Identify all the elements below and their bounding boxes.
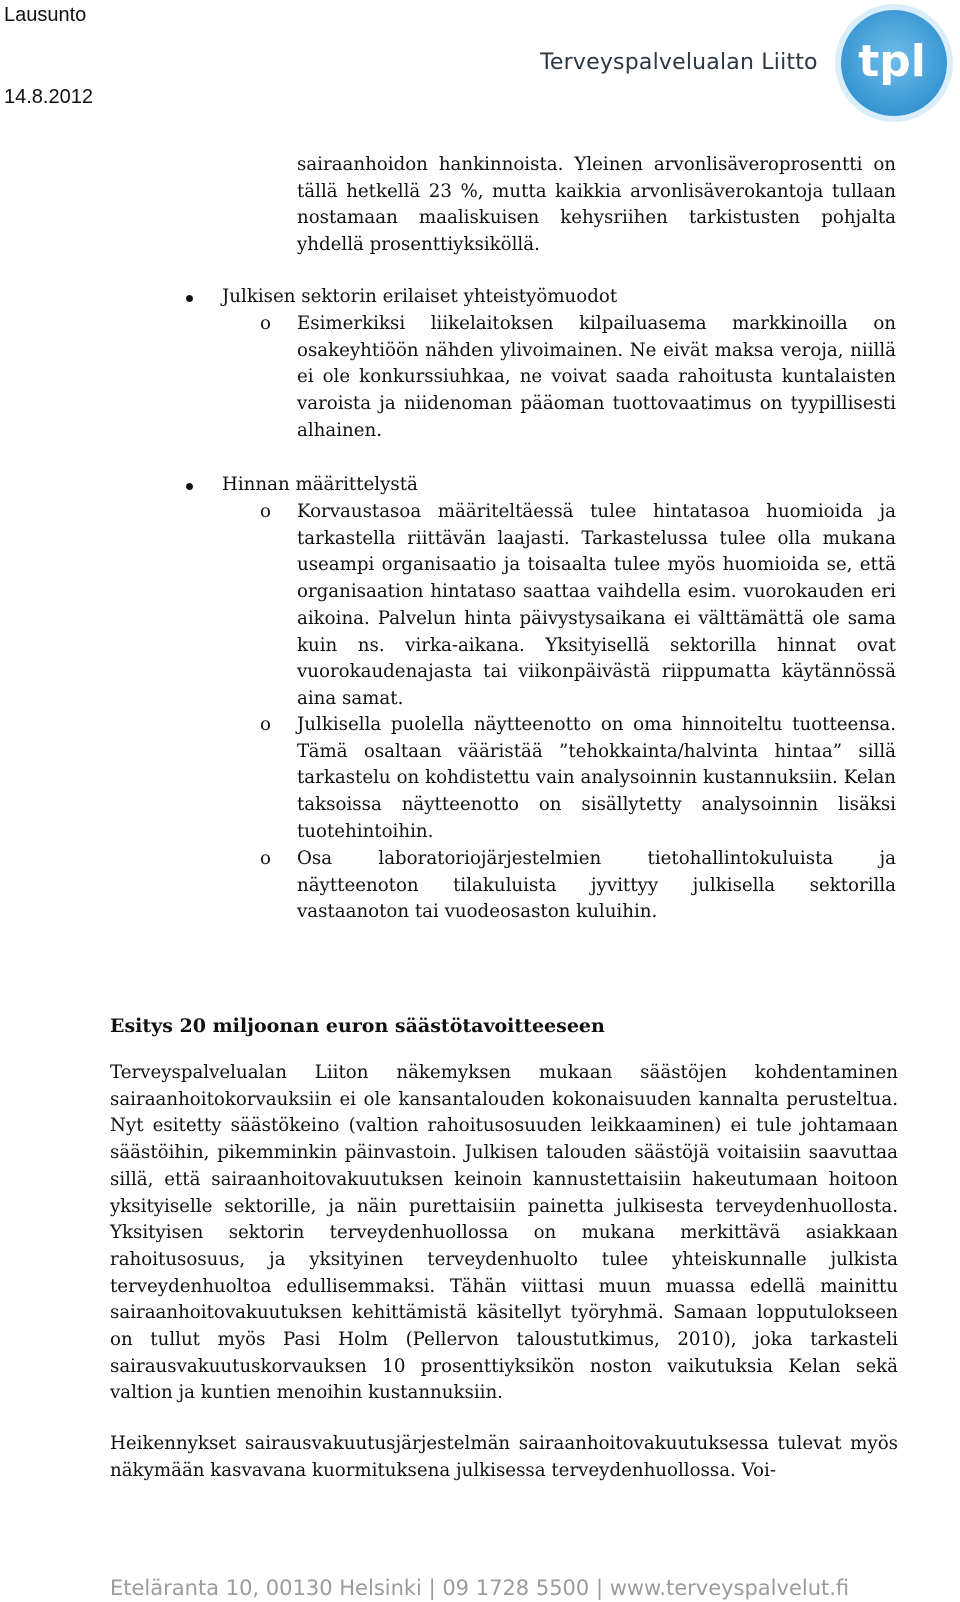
logo-text: tpl [858, 36, 926, 87]
sub-bullet-marker: o [260, 313, 271, 334]
tpl-logo [832, 2, 956, 124]
bullet-dot-icon [186, 483, 193, 490]
sub-bullet-marker: o [260, 714, 271, 735]
page-footer: Eteläranta 10, 00130 Helsinki | 09 1728 5500 | www.terveyspalvelut.fi [110, 1576, 850, 1600]
sub-item-text: Osa laboratoriojärjestelmien tietohallintokuluista ja näytteenoton tilakuluista jyvittyy julkisella sektorilla vastaanoton tai vuodeosaston kuluihin. [297, 848, 896, 923]
continuation-paragraph: sairaanhoidon hankinnoista. Yleinen arvonlisäveroprosentti on tällä hetkellä 23 %, mutta kaikkia arvonlisäverokantoja tullaan nostamaan maaliskuisen kehysriihen tarkistusten pohjalta yhdellä prosenttiyksiköllä. [297, 154, 896, 256]
body-paragraph: Terveyspalvelualan Liiton näkemyksen mukaan säästöjen kohdentaminen sairaanhoitokorvauksiin ei ole kansantalouden kokonaisuuden kannalta perusteltua. Nyt esitetty säästökeino (valtion rahoitusosuuden leikkaaminen) ei tule johtamaan säästöihin, pikemminkin päinvastoin. Julkisen talouden säästöjä voitaisiin saavuttaa sillä, että sairaanhoitovakuutuksen keinoin kannustettaisiin hakeutumaan hoitoon yksityiselle sektorille, ja näin purettaisiin painetta julkisesta terveydenhuollosta. Yksityisen sektorin terveydenhuollossa on mukana merkittävä asiakkaan rahoitusosuus, ja yksityinen terveydenhuolto tulee yhteiskunnalle julkista terveydenhuoltoa edullisemmaksi. Tähän viittasi muun muassa edellä mainittu sairaanhoitovakuutuksen kehittämistä käsitellyt työryhmä. Samaan lopputulokseen on tullut myös Pasi Holm (Pellervon taloustutkimus, 2010), joka tarkasteli sairausvakuutuskorvauksen 10 prosenttiyksikön noston vaikutuksia Kelan sekä valtion ja kuntien menoihin kustannuksiin. [110, 1062, 898, 1404]
section-heading: Esitys 20 miljoonan euron säästötavoitteeseen [110, 1015, 605, 1037]
sub-item-text: Julkisella puolella näytteenotto on oma hinnoiteltu tuotteensa. Tämä osaltaan vääristää ”tehokkainta/halvinta hintaa” sillä tarkastelu on kohdistettu vain analysoinnin kustannuksiin. Kelan taksoissa näytteenotto on sisällytetty analysoinnin lisäksi tuotehintoihin. [297, 714, 896, 842]
sub-item-text: Esimerkiksi liikelaitoksen kilpailuasema markkinoilla on osakeyhtiöön nähden ylivoimainen. Ne eivät maksa veroja, niillä ei ole konkurssiuhkaa, ne voivat saada rahoitusta kuntalaisten varoista ja niidenoman pääoman tuottovaatimus on tyypillisesti alhainen. [297, 313, 896, 441]
sub-bullet-marker: o [260, 848, 271, 869]
document-type: Lausunto [4, 4, 87, 26]
document-date: 14.8.2012 [4, 86, 93, 108]
sub-item-text: Korvaustasoa määriteltäessä tulee hintatasoa huomioida ja tarkastella riittävän laajasti. Tarkastelussa tulee olla mukana useampi organisaatio ja toisaalta tulee myös huomioida se, että organisaation hintataso saattaa vaihdella esim. vuorokauden eri aikoina. Palvelun hinta päivystysaikana ei välttämättä ole sama kuin ns. virka-aikana. Yksityisellä sektorilla hinnat ovat vuorokaudenajasta tai viikonpäivästä riippumatta käytännössä aina samat. [297, 501, 896, 709]
sub-bullet-marker: o [260, 501, 271, 522]
body-paragraph: Heikennykset sairausvakuutusjärjestelmän sairaanhoitovakuutuksessa tulevat myös näkymään kasvavana kuormituksena julkisessa terveydenhuollossa. Voi- [110, 1433, 898, 1481]
organization-name: Terveyspalvelualan Liitto [540, 50, 818, 75]
bullet-dot-icon [186, 295, 193, 302]
bullet-label: Hinnan määrittelystä [222, 474, 418, 495]
bullet-label: Julkisen sektorin erilaiset yhteistyömuodot [222, 286, 618, 307]
